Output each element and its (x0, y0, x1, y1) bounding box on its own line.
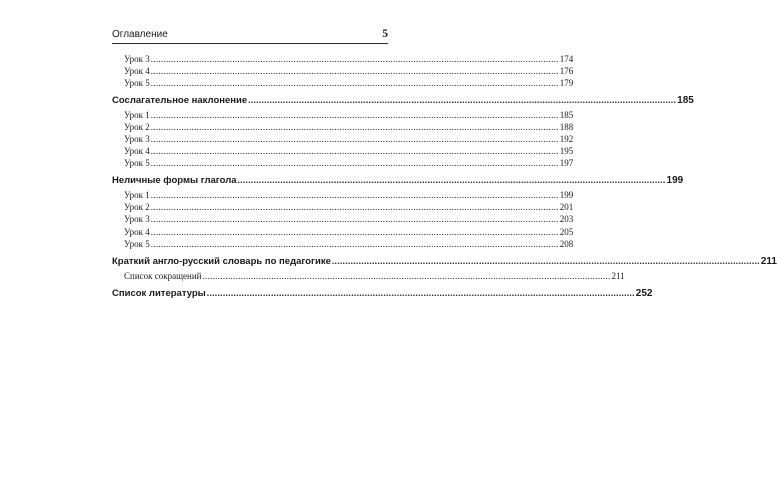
toc-entry-label: Урок 4 (124, 146, 150, 157)
toc-leader-dots: ................................................................................................................................................................ (150, 202, 559, 213)
toc-section (112, 93, 694, 109)
toc-entry-page: 203 (559, 214, 574, 225)
toc-section-page: 185 (677, 95, 694, 107)
toc-entry-page: 176 (559, 66, 574, 77)
toc-entry-label: Урок 5 (124, 238, 150, 249)
toc-entry-page: 188 (559, 122, 574, 133)
toc-entry-label: Урок 3 (124, 134, 150, 145)
header-page-number: 5 (382, 28, 388, 40)
toc-entry-page: 208 (559, 238, 574, 249)
toc-entry (112, 213, 574, 225)
toc-entry (112, 226, 574, 238)
toc-section (112, 286, 653, 302)
toc-leader-dots: ................................................................................................................................................................ (206, 288, 635, 299)
toc-leader-dots: ................................................................................................................................................................ (150, 122, 559, 133)
toc-leader-dots: ................................................................................................................................................................ (150, 110, 559, 121)
toc-section (112, 173, 684, 189)
toc-entry-page: 197 (559, 158, 574, 169)
toc-entry (112, 53, 574, 65)
toc-section-label: Список литературы (112, 287, 206, 299)
toc-entry-label: Урок 1 (124, 110, 150, 121)
toc-entry-label: Урок 3 (124, 54, 150, 64)
toc-entry (112, 133, 574, 145)
table-of-contents (112, 53, 777, 302)
toc-entry-label: Урок 2 (124, 122, 150, 133)
toc-leader-dots: ................................................................................................................................................................ (150, 158, 559, 169)
toc-entry-label: Урок 4 (124, 66, 150, 77)
toc-entry-label: Список сокращений (124, 270, 202, 281)
header-title: Оглавление (112, 29, 168, 40)
toc-leader-dots: ................................................................................................................................................................ (150, 134, 559, 145)
toc-section-page: 252 (635, 287, 653, 299)
toc-leader-dots: ................................................................................................................................................................ (150, 214, 559, 225)
toc-entry (112, 201, 574, 213)
toc-section-page: 211 (760, 255, 777, 267)
toc-entry-label: Урок 5 (124, 78, 150, 89)
toc-section-label: Краткий англо-русский словарь по педагогике (112, 255, 331, 267)
toc-entry-page: 199 (559, 190, 574, 201)
toc-section-label: Неличные формы глагола (112, 175, 237, 187)
toc-leader-dots: ................................................................................................................................................................ (150, 238, 559, 249)
toc-entry-page: 205 (559, 226, 574, 237)
toc-entry (112, 77, 574, 89)
toc-entry-label: Урок 5 (124, 158, 150, 169)
toc-leader-dots: ................................................................................................................................................................ (150, 226, 559, 237)
toc-entry (112, 109, 574, 121)
toc-entry-page: 174 (559, 54, 574, 64)
toc-section (112, 254, 777, 270)
toc-entry (112, 238, 574, 250)
toc-section-page: 199 (666, 175, 684, 187)
toc-entry-page: 192 (559, 134, 574, 145)
toc-entry-label: Урок 2 (124, 202, 150, 213)
toc-entry (112, 189, 574, 201)
toc-entry (112, 270, 625, 282)
toc-entry-page: 211 (611, 270, 625, 281)
toc-leader-dots: ................................................................................................................................................................ (150, 190, 559, 201)
toc-leader-dots: ................................................................................................................................................................ (150, 66, 559, 77)
toc-leader-dots: ................................................................................................................................................................ (150, 78, 559, 89)
toc-leader-dots: ................................................................................................................................................................ (150, 54, 559, 64)
toc-section-label: Сослагательное наклонение (112, 95, 248, 107)
toc-entry-label: Урок 4 (124, 226, 150, 237)
toc-entry (112, 145, 574, 157)
toc-leader-dots: ................................................................................................................................................................ (248, 96, 677, 107)
toc-entry-page: 201 (559, 202, 574, 213)
toc-entry (112, 157, 574, 169)
toc-entry-label: Урок 1 (124, 190, 150, 201)
toc-leader-dots: ................................................................................................................................................................ (237, 176, 666, 187)
toc-leader-dots: ................................................................................................................................................................ (150, 146, 559, 157)
toc-leader-dots: ................................................................................................................................................................ (331, 256, 760, 267)
toc-entry-page: 185 (559, 110, 574, 121)
running-header (112, 29, 388, 44)
toc-entry-label: Урок 3 (124, 214, 150, 225)
toc-entry (112, 65, 574, 77)
toc-entry (112, 121, 574, 133)
toc-entry-page: 179 (559, 78, 574, 89)
toc-entry-page: 195 (559, 146, 574, 157)
toc-leader-dots: ................................................................................................................................................................ (202, 270, 611, 281)
